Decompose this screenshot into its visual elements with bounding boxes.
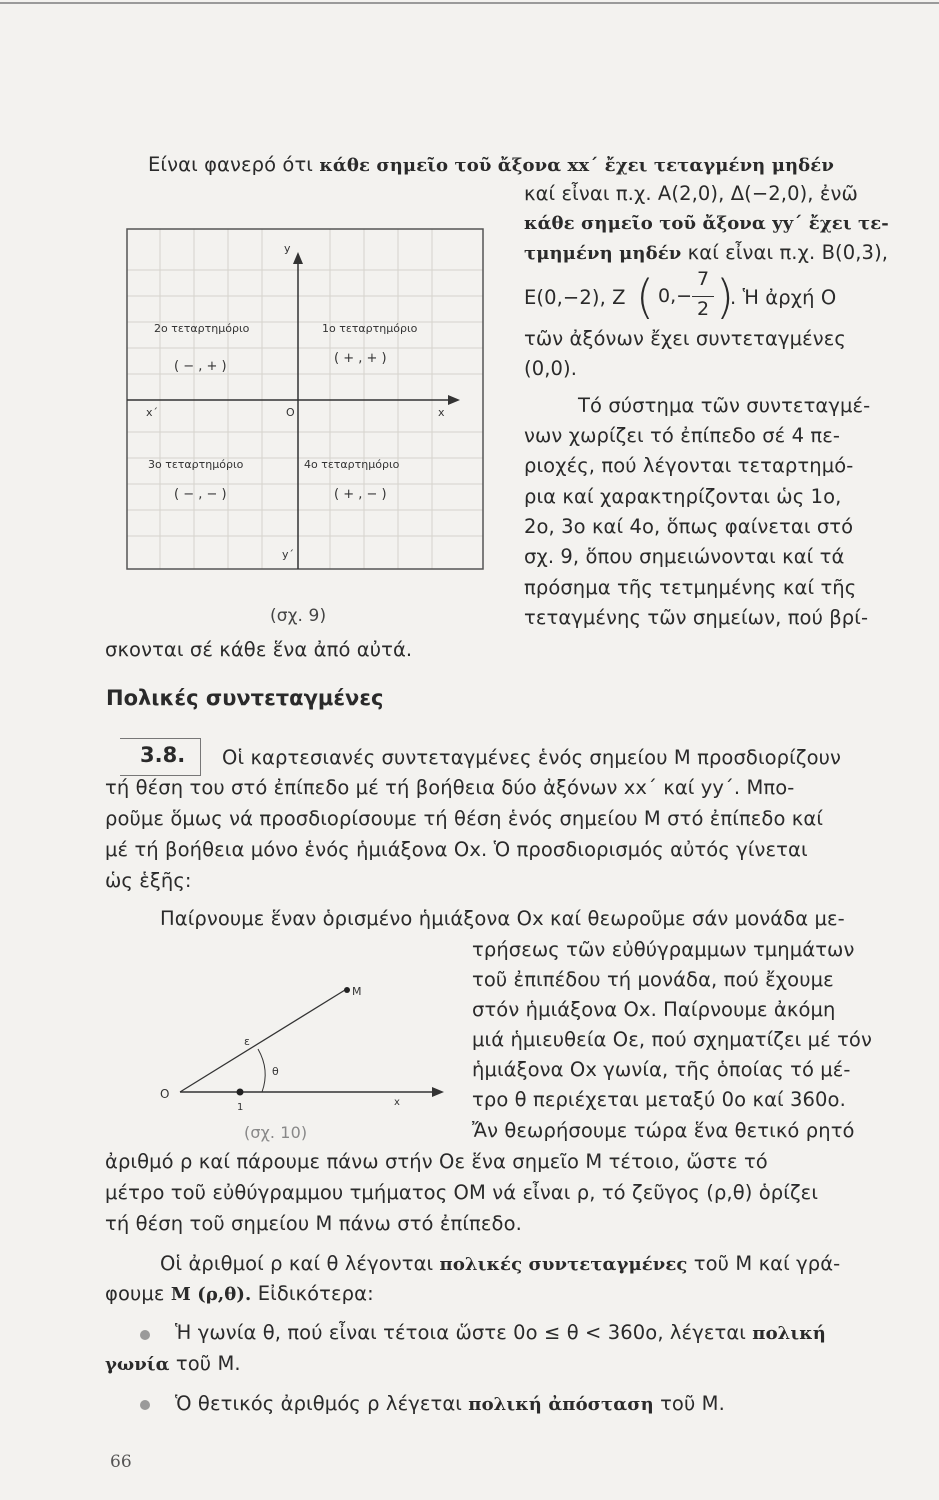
fig9-q1-signs: ( + , + ) — [334, 351, 387, 366]
section-line-2: τή θέση του στό ἐπίπεδο μέ τή βοήθεια δύο ἀξόνων xx΄ καί yy΄. Μπο- — [105, 776, 795, 799]
p2-a: Οἱ ἀριθμοί ρ καί θ λέγονται — [160, 1252, 434, 1275]
fig9-grid — [127, 229, 483, 569]
polar-full-2: μέτρο τοῦ εὐθύγραμμου τμήματος ΟΜ νά εἶναι ρ, τό ζεῦγος (ρ,θ) ὁρίζει — [105, 1181, 819, 1204]
intro-line-1b: κάθε σημεῖο τοῦ ἄξονα xx΄ ἔχει τεταγμένη μηδέν — [319, 155, 834, 176]
frac-denominator: 2 — [697, 298, 710, 320]
intro-line-1 — [148, 152, 834, 179]
fig9-x-arrow — [448, 395, 460, 405]
section-line-4: μέ τή βοήθεια μόνο ἑνός ἡμιάξονα Οx. Ὁ προσδιορισμός αὐτός γίνεται — [105, 838, 808, 861]
b1-term: πολική — [752, 1323, 826, 1344]
section-heading: Πολικές συντεταγμένες — [106, 686, 384, 710]
quad-line-2: νων χωρίζει τό ἐπίπεδο σέ 4 πε- — [524, 424, 841, 447]
polar-full-3: τή θέση τοῦ σημείου Μ πάνω στό ἐπίπεδο. — [105, 1212, 522, 1235]
page-number: 66 — [110, 1452, 132, 1472]
b2-c: τοῦ Μ. — [660, 1392, 725, 1415]
quad-line-3: ριοχές, πού λέγονται τεταρτημό- — [524, 454, 854, 477]
polar-full-1: ἀριθμό ρ καί πάρουμε πάνω στήν Οε ἕνα σημεῖο Μ τέτοιο, ὥστε τό — [105, 1150, 768, 1173]
p2-c: τοῦ Μ καί γρά- — [693, 1252, 841, 1275]
fig9-frame — [127, 229, 483, 569]
polar-right-1: τρήσεως τῶν εὐθύγραμμων τμημάτων — [472, 938, 855, 961]
p2-term: πολικές συντεταγμένες — [439, 1254, 688, 1275]
fig9-quadrant-diagram — [126, 228, 484, 570]
b1-a: Ἡ γωνία θ, πού εἶναι τέτοια ὥστε 0ο ≤ θ < 360ο, λέγεται — [175, 1321, 746, 1344]
polar-right-6: τρο θ περιέχεται μεταξύ 0ο καί 360ο. — [472, 1088, 846, 1111]
fig9-y-label: y — [284, 242, 291, 255]
polar-line-1: Παίρνουμε ἕναν ὁρισμένο ἡμιάξονα Οx καί θεωροῦμε σάν μονάδα με- — [160, 907, 845, 930]
b2-term: πολική ἀπόσταση — [468, 1394, 654, 1415]
quad-line-8: τεταγμένης τῶν σημείων, πού βρί- — [524, 606, 869, 629]
fig9-q2-signs: ( − , + ) — [174, 359, 227, 374]
section-line-5: ὡς ἑξῆς: — [105, 869, 192, 892]
section-line-1: Οἱ καρτεσιανές συντεταγμένες ἑνός σημείου Μ προσδιορίζουν — [222, 746, 841, 769]
intro-line-1a: Είναι φανερό ότι — [148, 153, 313, 176]
bullet-icon-2 — [140, 1400, 150, 1410]
top-rule — [0, 2, 939, 4]
fig10-polar-diagram — [160, 975, 455, 1135]
fig9-q4-label: 4ο τεταρτημόριο — [304, 458, 400, 471]
intro-line-4: τμημένη μηδέν καί εἶναι π.χ. Β(0,3), — [524, 241, 889, 264]
b1-term-2: γωνία — [105, 1354, 170, 1375]
intro-line-2: καί εἶναι π.χ. Α(2,0), Δ(−2,0), ἐνῶ — [524, 182, 858, 205]
intro-line-5b: . Ἡ ἀρχή Ο — [730, 286, 837, 309]
fig10-angle-arc — [258, 1049, 265, 1092]
intro-line-6: τῶν ἀξόνων ἔχει συντεταγμένες — [524, 327, 846, 350]
bullet-1-line-1 — [175, 1320, 826, 1347]
p2-d: φουμε — [105, 1282, 165, 1305]
frac-numerator: 7 — [697, 268, 710, 290]
polar-right-4: μιά ἡμιευθεία Οε, πού σχηματίζει μέ τόν — [472, 1028, 872, 1051]
bullet-icon-1 — [140, 1330, 150, 1340]
frac-prefix: 0,− — [658, 285, 693, 307]
intro-line-5a: Ε(0,−2), Ζ — [524, 286, 626, 309]
intro-line-4-rest: καί εἶναι π.χ. Β(0,3), — [681, 241, 889, 264]
fig9-q3-label: 3ο τεταρτημόριο — [148, 458, 244, 471]
fig9-y-arrow — [293, 252, 303, 264]
fig10-ray — [180, 990, 345, 1092]
fig9-q1-label: 1ο τεταρτημόριο — [322, 322, 418, 335]
bullet-1-line-2 — [105, 1351, 241, 1378]
p2-f: Εἰδικότερα: — [257, 1282, 374, 1305]
intro-line-7: (0,0). — [524, 357, 578, 380]
fig9-x-prime-label: x΄ — [146, 406, 159, 419]
polar-right-7: Ἄν θεωρήσουμε τώρα ἕνα θετικό ρητό — [472, 1119, 855, 1142]
after-fig9-line: σκονται σέ κάθε ἕνα ἀπό αὐτά. — [105, 638, 413, 661]
fig10-x-label: x — [394, 1097, 400, 1108]
fig10-ray-label: ε — [244, 1035, 250, 1048]
section-number: 3.8. — [140, 743, 186, 767]
polar-p2-line-2 — [105, 1281, 374, 1308]
quad-line-4: ρια καί χαρακτηρίζονται ὡς 1ο, — [524, 485, 842, 508]
fig10-x-arrow — [432, 1087, 444, 1097]
paren-close: ) — [716, 270, 734, 324]
p2-notation: Μ (ρ,θ). — [170, 1284, 252, 1305]
fig9-q3-signs: ( − , − ) — [174, 487, 227, 502]
quad-line-7: πρόσημα τῆς τετμημένης καί τῆς — [524, 576, 857, 599]
fig10-m-label: M — [352, 985, 362, 998]
fig10-caption: (σχ. 10) — [244, 1123, 308, 1142]
fig10-unit-point — [237, 1089, 244, 1096]
frac-bar — [692, 296, 714, 297]
section-line-3: ροῦμε ὅμως νά προσδιορίσουμε τή θέση ἑνός σημείου Μ στό ἐπίπεδο καί — [105, 807, 824, 830]
quad-line-6: σχ. 9, ὅπου σημειώνονται καί τά — [524, 545, 845, 568]
fig9-q4-signs: ( + , − ) — [334, 487, 387, 502]
fig9-caption: (σχ. 9) — [270, 606, 327, 626]
b1-d: τοῦ Μ. — [175, 1352, 241, 1375]
polar-right-2: τοῦ ἐπιπέδου τή μονάδα, πού ἔχουμε — [472, 968, 834, 991]
polar-p2-line-1 — [160, 1251, 840, 1278]
b2-a: Ὁ θετικός ἀριθμός ρ λέγεται — [175, 1392, 462, 1415]
bullet-2-line — [175, 1391, 725, 1418]
fig10-point-m — [344, 987, 350, 993]
fig9-origin-label: O — [286, 406, 295, 419]
quad-line-5: 2ο, 3ο καί 4ο, ὅπως φαίνεται στό — [524, 515, 854, 538]
fig9-q2-label: 2ο τεταρτημόριο — [154, 322, 250, 335]
fig9-y-prime-label: y΄ — [282, 548, 295, 561]
intro-line-3: κάθε σημεῖο τοῦ ἄξονα yy΄ ἔχει τε- — [524, 213, 889, 234]
fig10-unit-label: 1 — [237, 1102, 244, 1113]
quad-line-1: Τό σύστημα τῶν συντεταγμέ- — [578, 394, 871, 417]
fig9-x-label: x — [438, 406, 445, 419]
fig10-origin-label: O — [160, 1087, 170, 1101]
polar-right-5: ἡμιάξονα Οx γωνία, τῆς ὁποίας τό μέ- — [472, 1058, 851, 1081]
fig10-theta-label: θ — [272, 1065, 279, 1078]
polar-right-3: στόν ἡμιάξονα Οx. Παίρνουμε ἀκόμη — [472, 998, 836, 1021]
paren-open: ( — [636, 270, 654, 324]
